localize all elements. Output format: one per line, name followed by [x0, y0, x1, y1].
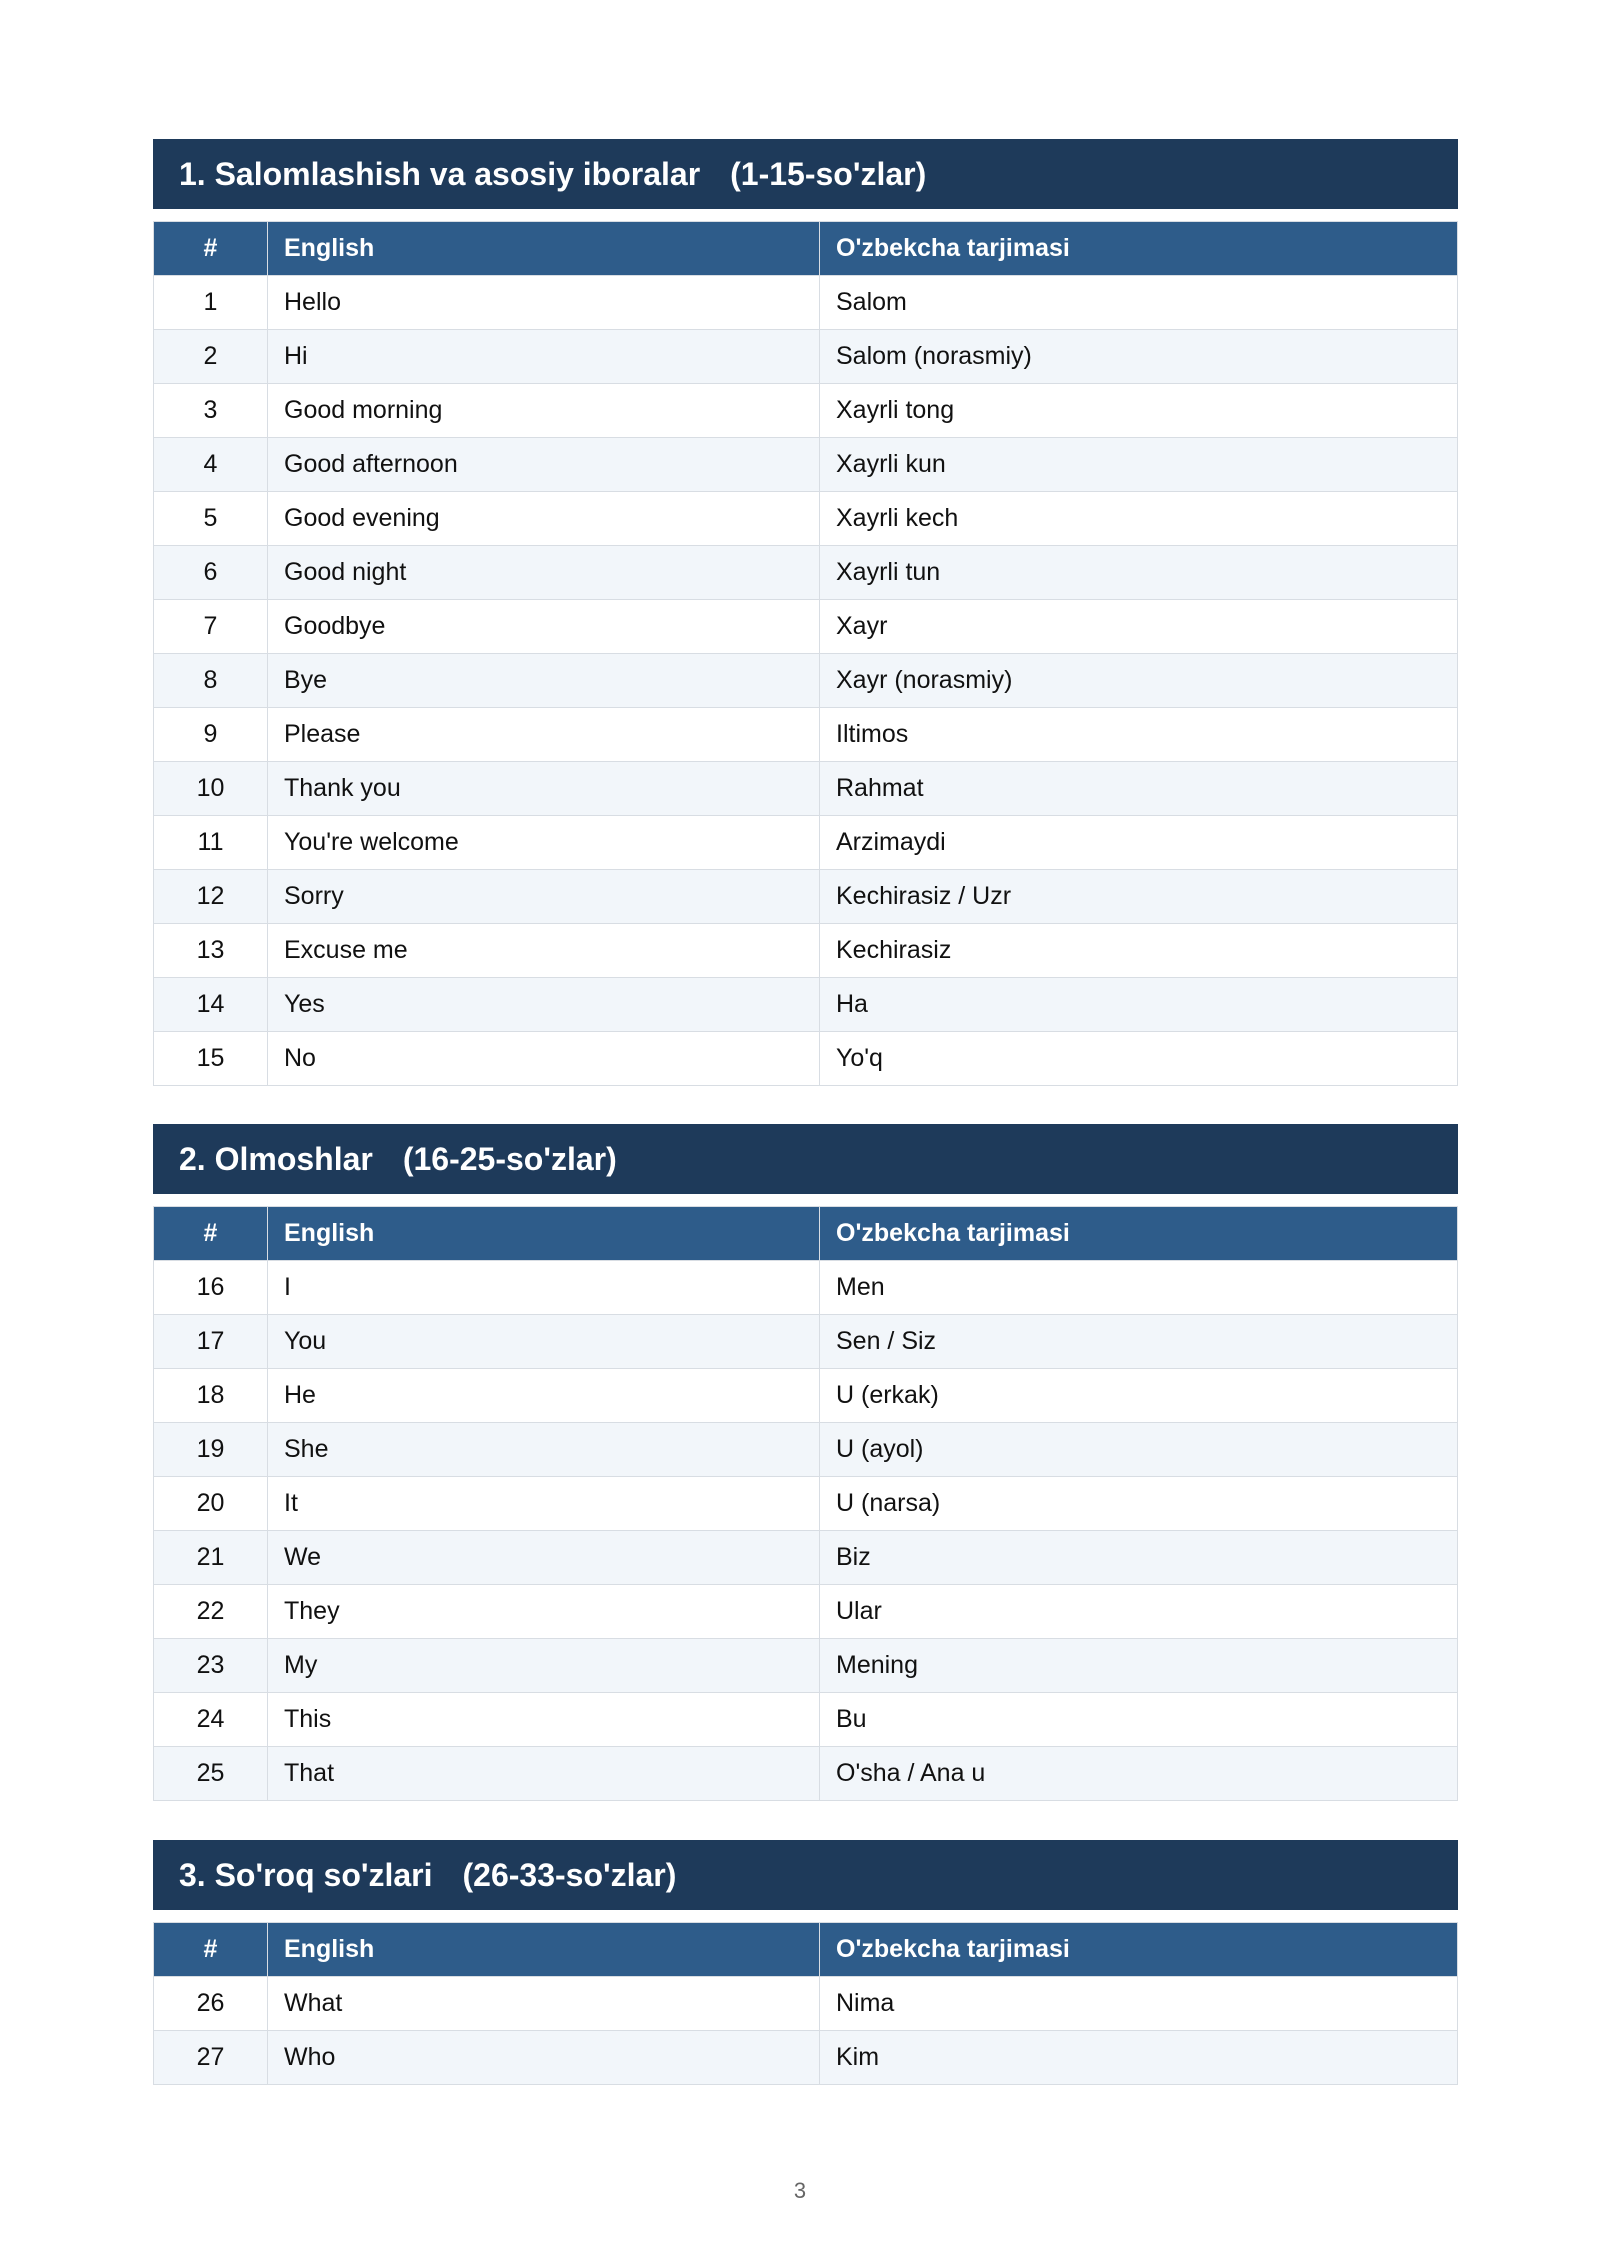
- column-header-uzbek: O'zbekcha tarjimasi: [820, 222, 1458, 276]
- table-body: [154, 276, 1458, 1086]
- section-1: [153, 139, 1458, 1086]
- cell-uzbek: Nima: [820, 1977, 1458, 2031]
- table-row: [154, 546, 1458, 600]
- cell-uzbek: Mening: [820, 1639, 1458, 1693]
- cell-uzbek: Salom (norasmiy): [820, 330, 1458, 384]
- table-row: [154, 870, 1458, 924]
- cell-number: 8: [154, 654, 268, 708]
- cell-english: He: [268, 1369, 820, 1423]
- section-header: [153, 1840, 1458, 1910]
- cell-number: 13: [154, 924, 268, 978]
- cell-number: 12: [154, 870, 268, 924]
- cell-uzbek: Salom: [820, 276, 1458, 330]
- cell-uzbek: Xayrli tong: [820, 384, 1458, 438]
- cell-english: It: [268, 1477, 820, 1531]
- cell-uzbek: Kim: [820, 2031, 1458, 2085]
- cell-uzbek: Xayr (norasmiy): [820, 654, 1458, 708]
- cell-english: You: [268, 1315, 820, 1369]
- table-body: [154, 1261, 1458, 1801]
- table-row: [154, 978, 1458, 1032]
- table-row: [154, 1315, 1458, 1369]
- column-header-english: English: [268, 222, 820, 276]
- cell-number: 26: [154, 1977, 268, 2031]
- cell-uzbek: Ular: [820, 1585, 1458, 1639]
- cell-english: Good morning: [268, 384, 820, 438]
- table-row: [154, 276, 1458, 330]
- cell-uzbek: Rahmat: [820, 762, 1458, 816]
- cell-uzbek: Yo'q: [820, 1032, 1458, 1086]
- section-3: [153, 1840, 1458, 2085]
- cell-number: 4: [154, 438, 268, 492]
- cell-number: 16: [154, 1261, 268, 1315]
- cell-english: That: [268, 1747, 820, 1801]
- section-range: (26-33-so'zlar): [462, 1856, 677, 1893]
- cell-number: 20: [154, 1477, 268, 1531]
- cell-english: No: [268, 1032, 820, 1086]
- cell-english: Goodbye: [268, 600, 820, 654]
- cell-english: Thank you: [268, 762, 820, 816]
- cell-number: 24: [154, 1693, 268, 1747]
- cell-uzbek: Men: [820, 1261, 1458, 1315]
- column-header-number: #: [154, 1923, 268, 1977]
- table-row: [154, 1639, 1458, 1693]
- cell-number: 9: [154, 708, 268, 762]
- cell-english: Sorry: [268, 870, 820, 924]
- cell-english: Good night: [268, 546, 820, 600]
- section-title: 2. Olmoshlar: [179, 1140, 373, 1177]
- table-row: [154, 1585, 1458, 1639]
- table-header-row: [154, 1207, 1458, 1261]
- cell-english: They: [268, 1585, 820, 1639]
- cell-english: She: [268, 1423, 820, 1477]
- cell-english: Good evening: [268, 492, 820, 546]
- column-header-english: English: [268, 1207, 820, 1261]
- section-range: (1-15-so'zlar): [730, 155, 927, 192]
- cell-english: Bye: [268, 654, 820, 708]
- section-range: (16-25-so'zlar): [402, 1140, 617, 1177]
- column-header-number: #: [154, 1207, 268, 1261]
- cell-number: 19: [154, 1423, 268, 1477]
- cell-english: Yes: [268, 978, 820, 1032]
- table-row: [154, 924, 1458, 978]
- cell-english: Please: [268, 708, 820, 762]
- table-row: [154, 762, 1458, 816]
- cell-number: 25: [154, 1747, 268, 1801]
- table-row: [154, 1423, 1458, 1477]
- table-row: [154, 816, 1458, 870]
- cell-number: 23: [154, 1639, 268, 1693]
- table-row: [154, 1261, 1458, 1315]
- table-row: [154, 492, 1458, 546]
- cell-number: 10: [154, 762, 268, 816]
- cell-english: This: [268, 1693, 820, 1747]
- table-row: [154, 1531, 1458, 1585]
- cell-english: Hello: [268, 276, 820, 330]
- cell-number: 14: [154, 978, 268, 1032]
- cell-uzbek: Ha: [820, 978, 1458, 1032]
- table-row: [154, 654, 1458, 708]
- cell-english: I: [268, 1261, 820, 1315]
- column-header-number: #: [154, 222, 268, 276]
- cell-number: 2: [154, 330, 268, 384]
- cell-english: We: [268, 1531, 820, 1585]
- cell-number: 7: [154, 600, 268, 654]
- table-row: [154, 1369, 1458, 1423]
- table-row: [154, 384, 1458, 438]
- cell-english: Good afternoon: [268, 438, 820, 492]
- table-row: [154, 438, 1458, 492]
- cell-uzbek: Xayr: [820, 600, 1458, 654]
- table-row: [154, 1032, 1458, 1086]
- cell-english: My: [268, 1639, 820, 1693]
- page-number: 3: [793, 2178, 807, 2203]
- cell-uzbek: O'sha / Ana u: [820, 1747, 1458, 1801]
- cell-uzbek: Xayrli kech: [820, 492, 1458, 546]
- column-header-uzbek: O'zbekcha tarjimasi: [820, 1207, 1458, 1261]
- table-header-row: [154, 1923, 1458, 1977]
- section-title: 1. Salomlashish va asosiy iboralar: [179, 155, 701, 192]
- table-row: [154, 1693, 1458, 1747]
- column-header-english: English: [268, 1923, 820, 1977]
- cell-number: 27: [154, 2031, 268, 2085]
- cell-english: Hi: [268, 330, 820, 384]
- vocabulary-table: [153, 1206, 1458, 1801]
- cell-uzbek: Kechirasiz: [820, 924, 1458, 978]
- cell-uzbek: U (narsa): [820, 1477, 1458, 1531]
- cell-uzbek: Xayrli tun: [820, 546, 1458, 600]
- cell-uzbek: Iltimos: [820, 708, 1458, 762]
- cell-number: 11: [154, 816, 268, 870]
- table-row: [154, 1977, 1458, 2031]
- cell-number: 5: [154, 492, 268, 546]
- cell-uzbek: Sen / Siz: [820, 1315, 1458, 1369]
- table-row: [154, 2031, 1458, 2085]
- cell-number: 18: [154, 1369, 268, 1423]
- cell-number: 22: [154, 1585, 268, 1639]
- vocabulary-table: [153, 221, 1458, 1086]
- table-row: [154, 600, 1458, 654]
- table-row: [154, 708, 1458, 762]
- cell-uzbek: U (ayol): [820, 1423, 1458, 1477]
- cell-number: 21: [154, 1531, 268, 1585]
- cell-uzbek: Bu: [820, 1693, 1458, 1747]
- cell-number: 3: [154, 384, 268, 438]
- cell-uzbek: Arzimaydi: [820, 816, 1458, 870]
- table-row: [154, 1477, 1458, 1531]
- section-header: [153, 1124, 1458, 1194]
- section-title: 3. So'roq so'zlari: [179, 1856, 433, 1893]
- cell-english: You're welcome: [268, 816, 820, 870]
- cell-english: What: [268, 1977, 820, 2031]
- cell-uzbek: Xayrli kun: [820, 438, 1458, 492]
- table-row: [154, 330, 1458, 384]
- cell-number: 15: [154, 1032, 268, 1086]
- cell-uzbek: U (erkak): [820, 1369, 1458, 1423]
- column-header-uzbek: O'zbekcha tarjimasi: [820, 1923, 1458, 1977]
- cell-uzbek: Biz: [820, 1531, 1458, 1585]
- table-row: [154, 1747, 1458, 1801]
- cell-english: Excuse me: [268, 924, 820, 978]
- table-header-row: [154, 222, 1458, 276]
- table-body: [154, 1977, 1458, 2085]
- section-2: [153, 1124, 1458, 1801]
- cell-number: 6: [154, 546, 268, 600]
- vocabulary-table: [153, 1922, 1458, 2085]
- cell-uzbek: Kechirasiz / Uzr: [820, 870, 1458, 924]
- cell-number: 1: [154, 276, 268, 330]
- cell-number: 17: [154, 1315, 268, 1369]
- section-header: [153, 139, 1458, 209]
- cell-english: Who: [268, 2031, 820, 2085]
